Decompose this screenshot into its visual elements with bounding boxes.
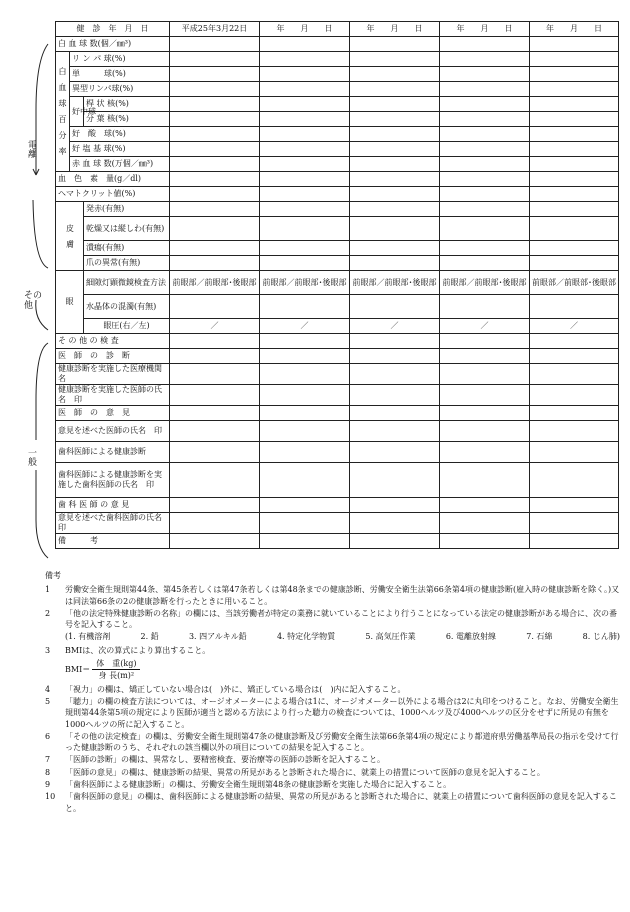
side-label-sonota: その他: [24, 291, 43, 311]
label-dental: 歯科医師による健康診断: [56, 442, 170, 463]
eye-method-cell[interactable]: 前眼部／前眼部･後眼部: [260, 271, 350, 295]
label-mono: 単 球(%): [70, 67, 170, 82]
label-date: 健 診 年 月 日: [56, 22, 170, 37]
label-atyp: 異型リンパ球(%): [70, 82, 170, 97]
label-skin1: 発赤(有無): [84, 202, 170, 217]
row-rbc: [56, 157, 619, 172]
label-lymph: リ ン パ 球(%): [70, 52, 170, 67]
row-eye1: [56, 271, 619, 295]
eye-pressure-cell[interactable]: ／: [530, 319, 619, 334]
label-seg: 分 葉 核(%): [84, 112, 170, 127]
notes-title: 備考: [45, 571, 61, 580]
label-baso: 好 塩 基 球(%): [70, 142, 170, 157]
health-record-table: [55, 21, 619, 549]
label-eye3: 眼圧(右／左): [84, 319, 170, 334]
row-diag: [56, 349, 619, 364]
label-other-exam: そ の 他 の 検 査: [56, 334, 170, 349]
side-brackets: [0, 0, 56, 570]
label-dental-op-name: 意見を述べた歯科医師の氏名 印: [56, 513, 170, 534]
row-hb: [56, 172, 619, 187]
note-3: 3 BMIは、次の算式により算出すること。: [45, 645, 211, 655]
row-dental-op-name: [56, 513, 619, 534]
label-eos: 好 酸 球(%): [70, 127, 170, 142]
row-other-exam: [56, 334, 619, 349]
row-band: [56, 97, 619, 112]
eye-pressure-cell[interactable]: ／: [170, 319, 260, 334]
label-eye1: 細隙灯顕微鏡検査方法: [84, 271, 170, 295]
note-10: 10 「歯科医師の意見」の欄は、歯科医師による健康診断の結果、異常の所見があると診断された場合に、就業上の措置について歯科医師の意見を記入すること。: [45, 792, 617, 813]
label-hb: 血 色 素 量(g／dl): [56, 172, 170, 187]
note-7: 7 「医師の診断」の欄は、異常なし、要精密検査、要治療等の医師の診断を記入すること。: [45, 755, 385, 765]
eye-pressure-cell[interactable]: ／: [350, 319, 440, 334]
eye-method-cell[interactable]: 前眼部／前眼部･後眼部: [170, 271, 260, 295]
row-mono: [56, 67, 619, 82]
label-opinion: 医 師 の 意 見: [56, 406, 170, 421]
row-atyp: [56, 82, 619, 97]
eye-pressure-cell[interactable]: ／: [440, 319, 530, 334]
row-skin3: [56, 241, 619, 256]
row-eye3: [56, 319, 619, 334]
note-2: 2 「他の法定特殊健康診断の名称」の欄には、当該労働者が特定の業務に就いていることにより行うことになっている法定の健康診断がある場合に、次の番号を記入すること。: [45, 608, 617, 630]
note-4: 4 「視力」の欄は、矯正していない場合は( )外に、矯正している場合は( )内に記入すること。: [45, 684, 406, 694]
row-remarks: [56, 534, 619, 549]
row-wbc: [56, 37, 619, 52]
label-dental-op: 歯 科 医 師 の 意 見: [56, 498, 170, 513]
label-skin2: 乾燥又は縦しわ(有無): [84, 217, 170, 241]
date-cell[interactable]: 年 月 日: [440, 22, 530, 37]
eye-method-cell[interactable]: 前眼部／前眼部･後眼部: [530, 271, 619, 295]
row-skin4: [56, 256, 619, 271]
label-hakketsu-group: 白 血 球 百 分 率: [56, 52, 70, 172]
row-skin1: [56, 202, 619, 217]
note-1: 1 労働安全衛生規則第44条、第45条若しくは第47条若しくは第48条までの健康診断、労働安全衛生法第66条第4項の健康診断(雇入時の健康診断を除く。)又は同法第66条の2の健康診断を行ったときに用いること。: [45, 585, 620, 606]
row-seg: [56, 112, 619, 127]
row-ht: [56, 187, 619, 202]
row-eye2: [56, 295, 619, 319]
note-2-items: (1. 有機溶剤 2. 鉛 3. 四アルキル鉛 4. 特定化学物質 5. 高気圧作業 6. 電離放射線 7. 石綿 8. じん肺): [65, 632, 620, 642]
label-remarks: 備 考: [56, 534, 170, 549]
label-band: 桿 状 核(%): [84, 97, 170, 112]
side-label-ippan: 一般: [26, 448, 36, 466]
label-wbc: 白 血 球 数(個／㎜³): [56, 37, 170, 52]
side-label-denri: 電離: [26, 140, 36, 158]
note-9: 9 「歯科医師による健康診断」の欄は、労働安全衛生規則第48条の健康診断を実施した場合に記入すること。: [45, 780, 452, 790]
row-op-name: [56, 421, 619, 442]
label-skin3: 潰瘍(有無): [84, 241, 170, 256]
label-eye2: 水晶体の混濁(有無): [84, 295, 170, 319]
note-5: 5 「聴力」の欄の検査方法については、オージオメーターによる場合は1に、オージオメーター以外による場合は2に丸印をつけること。なお、労働安全衛生規則第44条第5項の規定により医師が適当と認める方法により行った聴力の検査については、1000ヘルツ及び4000ヘルツの区分をせずに所見の有無を1000ヘルツの所に記入すること。: [45, 696, 619, 729]
label-dental-name: 歯科医師による健康診断を実施した歯科医師の氏名 印: [56, 463, 170, 498]
date-cell[interactable]: 年 月 日: [530, 22, 619, 37]
label-doc-name: 健康診断を実施した医師の氏名 印: [56, 385, 170, 406]
row-dental: [56, 442, 619, 463]
label-hifu: 皮 膚: [56, 202, 84, 271]
row-dental-name: [56, 463, 619, 498]
note-6: 6 「その他の法定検査」の欄は、労働安全衛生規則第47条の健康診断及び労働安全衛生法第66条第4項の規定により都道府県労働基準局長の指示を受けて行った健康診断のうち、それぞれの該当欄以外の項目についての結果を記入すること。: [45, 731, 619, 753]
label-op-name: 意見を述べた医師の氏名 印: [56, 421, 170, 442]
label-rbc: 赤 血 球 数(万個／㎜³): [70, 157, 170, 172]
row-baso: [56, 142, 619, 157]
eye-method-cell[interactable]: 前眼部／前眼部･後眼部: [440, 271, 530, 295]
row-skin2: [56, 217, 619, 241]
row-dental-op: [56, 498, 619, 513]
row-doc-name: [56, 385, 619, 406]
row-eos: [56, 127, 619, 142]
label-kochu: 好中球: [70, 97, 84, 127]
row-lymph: [56, 52, 619, 67]
label-ht: ヘマトクリット値(%): [56, 187, 170, 202]
date-cell[interactable]: 年 月 日: [350, 22, 440, 37]
row-opinion: [56, 406, 619, 421]
label-me: 眼: [56, 271, 84, 334]
label-inst: 健康診断を実施した医療機関名: [56, 364, 170, 385]
notes-section: [45, 570, 620, 815]
bmi-formula: BMI＝ $\frac{\text{体 重(kg)}}{\text{身 長(m)²}}$: [45, 658, 620, 682]
date-cell[interactable]: 年 月 日: [260, 22, 350, 37]
label-diag: 医 師 の 診 断: [56, 349, 170, 364]
row-date: [56, 22, 619, 37]
eye-method-cell[interactable]: 前眼部／前眼部･後眼部: [350, 271, 440, 295]
date-cell[interactable]: 平成25年3月22日: [170, 22, 260, 37]
label-skin4: 爪の異常(有無): [84, 256, 170, 271]
note-8: 8 「医師の意見」の欄は、健康診断の結果、異常の所見があると診断された場合に、就業上の措置について医師の意見を記入すること。: [45, 767, 545, 777]
row-inst: [56, 364, 619, 385]
eye-pressure-cell[interactable]: ／: [260, 319, 350, 334]
